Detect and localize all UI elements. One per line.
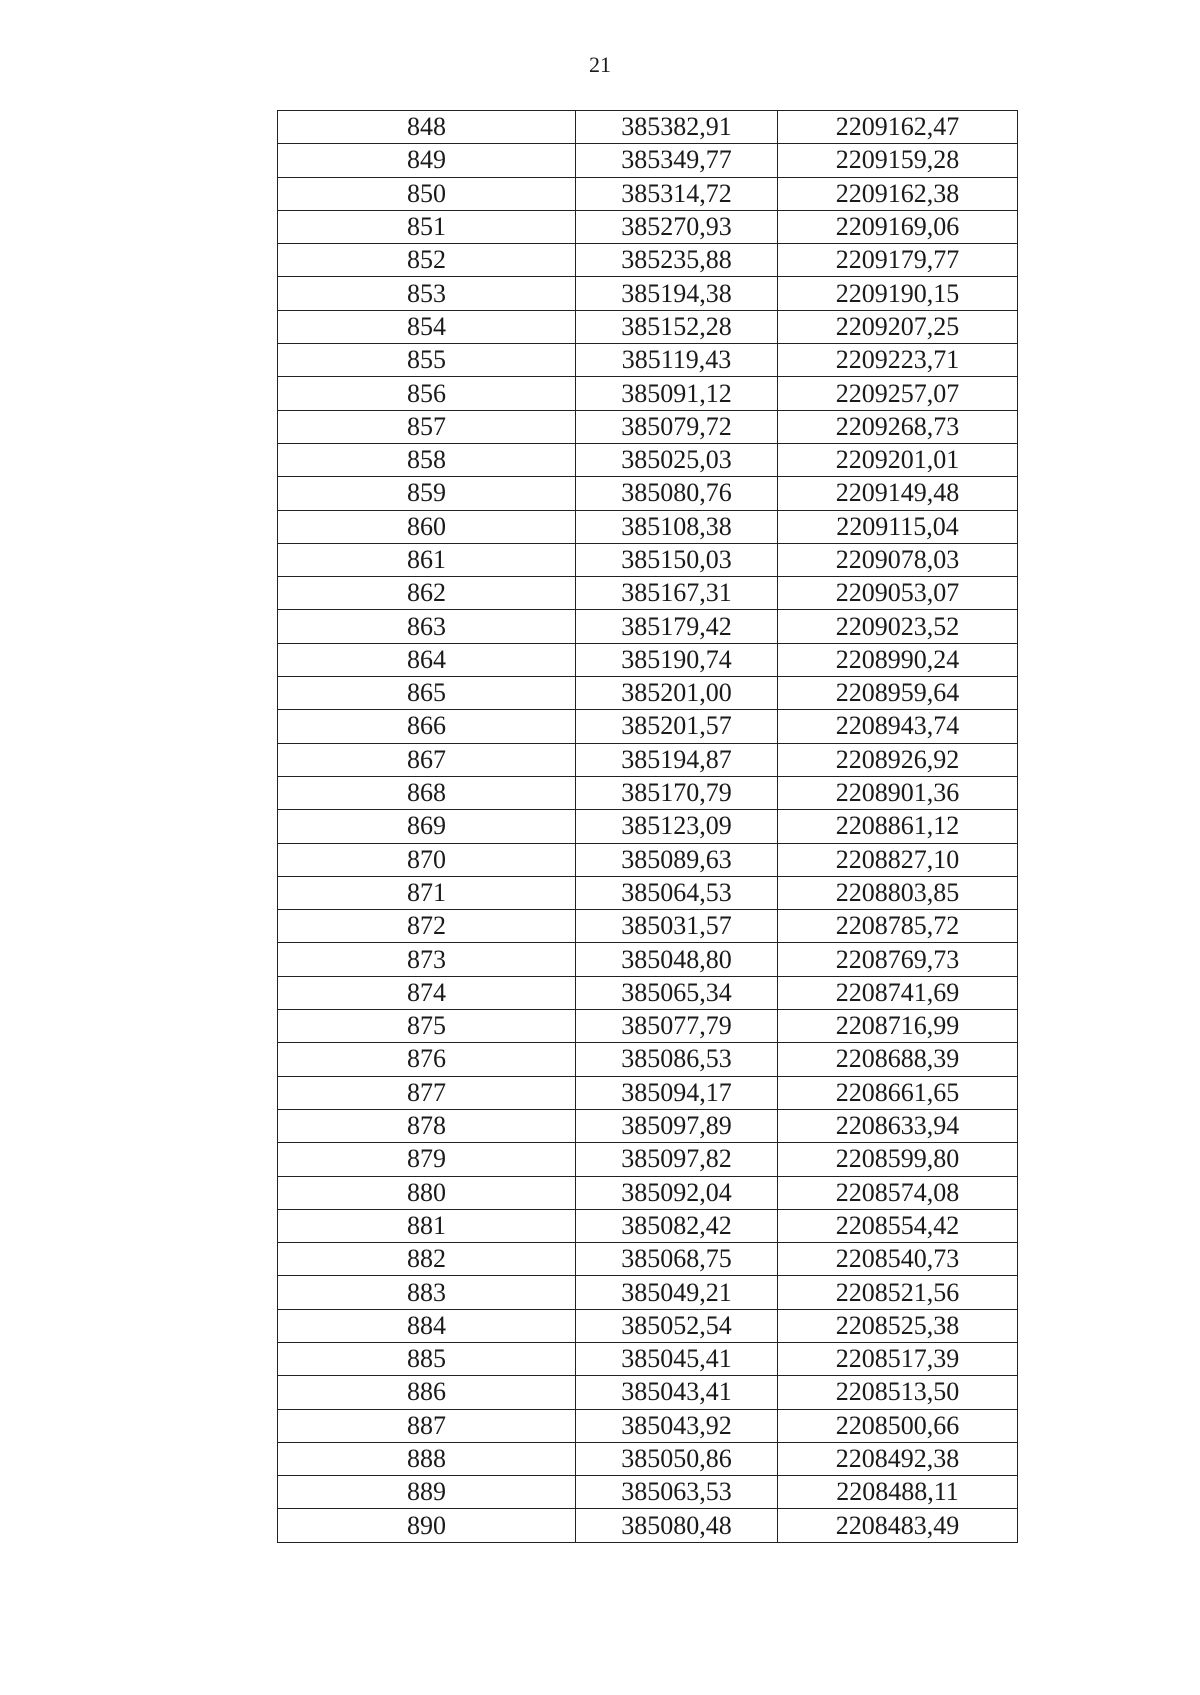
x-coordinate-cell: 385152,28	[576, 310, 778, 343]
point-number-cell: 884	[278, 1309, 576, 1342]
point-number-cell: 858	[278, 443, 576, 476]
y-coordinate-cell: 2208661,65	[778, 1076, 1018, 1109]
point-number-cell: 851	[278, 210, 576, 243]
y-coordinate-cell: 2208716,99	[778, 1010, 1018, 1043]
table-row	[278, 1276, 1018, 1309]
table-row	[278, 1442, 1018, 1475]
table-row	[278, 1309, 1018, 1342]
x-coordinate-cell: 385031,57	[576, 910, 778, 943]
y-coordinate-cell: 2208554,42	[778, 1209, 1018, 1242]
point-number-cell: 873	[278, 943, 576, 976]
y-coordinate-cell: 2208803,85	[778, 876, 1018, 909]
table-row	[278, 743, 1018, 776]
table-row	[278, 1109, 1018, 1142]
y-coordinate-cell: 2208959,64	[778, 677, 1018, 710]
y-coordinate-cell: 2208785,72	[778, 910, 1018, 943]
coordinates-table-body	[278, 111, 1018, 1543]
point-number-cell: 882	[278, 1243, 576, 1276]
x-coordinate-cell: 385089,63	[576, 843, 778, 876]
x-coordinate-cell: 385382,91	[576, 111, 778, 144]
y-coordinate-cell: 2209268,73	[778, 410, 1018, 443]
y-coordinate-cell: 2208517,39	[778, 1342, 1018, 1375]
table-row	[278, 177, 1018, 210]
y-coordinate-cell: 2208943,74	[778, 710, 1018, 743]
x-coordinate-cell: 385068,75	[576, 1243, 778, 1276]
x-coordinate-cell: 385170,79	[576, 776, 778, 809]
y-coordinate-cell: 2208769,73	[778, 943, 1018, 976]
x-coordinate-cell: 385235,88	[576, 244, 778, 277]
y-coordinate-cell: 2208827,10	[778, 843, 1018, 876]
x-coordinate-cell: 385097,82	[576, 1143, 778, 1176]
x-coordinate-cell: 385179,42	[576, 610, 778, 643]
point-number-cell: 856	[278, 377, 576, 410]
point-number-cell: 887	[278, 1409, 576, 1442]
table-row	[278, 976, 1018, 1009]
y-coordinate-cell: 2208926,92	[778, 743, 1018, 776]
table-row	[278, 144, 1018, 177]
point-number-cell: 861	[278, 543, 576, 576]
y-coordinate-cell: 2209169,06	[778, 210, 1018, 243]
x-coordinate-cell: 385082,42	[576, 1209, 778, 1242]
table-row	[278, 1376, 1018, 1409]
table-row	[278, 876, 1018, 909]
y-coordinate-cell: 2209115,04	[778, 510, 1018, 543]
x-coordinate-cell: 385190,74	[576, 643, 778, 676]
x-coordinate-cell: 385094,17	[576, 1076, 778, 1109]
point-number-cell: 868	[278, 776, 576, 809]
point-number-cell: 890	[278, 1509, 576, 1542]
y-coordinate-cell: 2209257,07	[778, 377, 1018, 410]
table-row	[278, 1509, 1018, 1542]
point-number-cell: 885	[278, 1342, 576, 1375]
point-number-cell: 848	[278, 111, 576, 144]
table-row	[278, 1043, 1018, 1076]
point-number-cell: 870	[278, 843, 576, 876]
y-coordinate-cell: 2208488,11	[778, 1476, 1018, 1509]
y-coordinate-cell: 2208574,08	[778, 1176, 1018, 1209]
table-row	[278, 410, 1018, 443]
x-coordinate-cell: 385064,53	[576, 876, 778, 909]
point-number-cell: 864	[278, 643, 576, 676]
y-coordinate-cell: 2209223,71	[778, 344, 1018, 377]
point-number-cell: 874	[278, 976, 576, 1009]
point-number-cell: 865	[278, 677, 576, 710]
y-coordinate-cell: 2209023,52	[778, 610, 1018, 643]
x-coordinate-cell: 385119,43	[576, 344, 778, 377]
table-row	[278, 310, 1018, 343]
table-row	[278, 344, 1018, 377]
y-coordinate-cell: 2208599,80	[778, 1143, 1018, 1176]
point-number-cell: 852	[278, 244, 576, 277]
point-number-cell: 853	[278, 277, 576, 310]
x-coordinate-cell: 385167,31	[576, 577, 778, 610]
y-coordinate-cell: 2208741,69	[778, 976, 1018, 1009]
table-row	[278, 1143, 1018, 1176]
y-coordinate-cell: 2208901,36	[778, 776, 1018, 809]
y-coordinate-cell: 2209053,07	[778, 577, 1018, 610]
y-coordinate-cell: 2208483,49	[778, 1509, 1018, 1542]
y-coordinate-cell: 2209190,15	[778, 277, 1018, 310]
point-number-cell: 886	[278, 1376, 576, 1409]
table-row	[278, 210, 1018, 243]
table-row	[278, 776, 1018, 809]
x-coordinate-cell: 385086,53	[576, 1043, 778, 1076]
table-row	[278, 477, 1018, 510]
point-number-cell: 849	[278, 144, 576, 177]
x-coordinate-cell: 385043,41	[576, 1376, 778, 1409]
y-coordinate-cell: 2209149,48	[778, 477, 1018, 510]
x-coordinate-cell: 385080,76	[576, 477, 778, 510]
x-coordinate-cell: 385092,04	[576, 1176, 778, 1209]
point-number-cell: 871	[278, 876, 576, 909]
point-number-cell: 855	[278, 344, 576, 377]
y-coordinate-cell: 2208861,12	[778, 810, 1018, 843]
point-number-cell: 879	[278, 1143, 576, 1176]
point-number-cell: 880	[278, 1176, 576, 1209]
point-number-cell: 881	[278, 1209, 576, 1242]
point-number-cell: 866	[278, 710, 576, 743]
x-coordinate-cell: 385065,34	[576, 976, 778, 1009]
y-coordinate-cell: 2208633,94	[778, 1109, 1018, 1142]
x-coordinate-cell: 385043,92	[576, 1409, 778, 1442]
point-number-cell: 857	[278, 410, 576, 443]
y-coordinate-cell: 2209179,77	[778, 244, 1018, 277]
y-coordinate-cell: 2209207,25	[778, 310, 1018, 343]
y-coordinate-cell: 2209201,01	[778, 443, 1018, 476]
table-row	[278, 643, 1018, 676]
point-number-cell: 888	[278, 1442, 576, 1475]
x-coordinate-cell: 385050,86	[576, 1442, 778, 1475]
point-number-cell: 862	[278, 577, 576, 610]
x-coordinate-cell: 385123,09	[576, 810, 778, 843]
x-coordinate-cell: 385077,79	[576, 1010, 778, 1043]
x-coordinate-cell: 385049,21	[576, 1276, 778, 1309]
table-row	[278, 710, 1018, 743]
y-coordinate-cell: 2209159,28	[778, 144, 1018, 177]
y-coordinate-cell: 2208492,38	[778, 1442, 1018, 1475]
table-row	[278, 244, 1018, 277]
y-coordinate-cell: 2209078,03	[778, 543, 1018, 576]
point-number-cell: 872	[278, 910, 576, 943]
x-coordinate-cell: 385025,03	[576, 443, 778, 476]
y-coordinate-cell: 2209162,38	[778, 177, 1018, 210]
point-number-cell: 850	[278, 177, 576, 210]
x-coordinate-cell: 385080,48	[576, 1509, 778, 1542]
point-number-cell: 863	[278, 610, 576, 643]
x-coordinate-cell: 385091,12	[576, 377, 778, 410]
x-coordinate-cell: 385314,72	[576, 177, 778, 210]
x-coordinate-cell: 385063,53	[576, 1476, 778, 1509]
x-coordinate-cell: 385150,03	[576, 543, 778, 576]
x-coordinate-cell: 385201,57	[576, 710, 778, 743]
x-coordinate-cell: 385097,89	[576, 1109, 778, 1142]
y-coordinate-cell: 2208525,38	[778, 1309, 1018, 1342]
point-number-cell: 867	[278, 743, 576, 776]
x-coordinate-cell: 385108,38	[576, 510, 778, 543]
table-row	[278, 543, 1018, 576]
table-row	[278, 610, 1018, 643]
table-row	[278, 1342, 1018, 1375]
table-row	[278, 510, 1018, 543]
x-coordinate-cell: 385048,80	[576, 943, 778, 976]
x-coordinate-cell: 385079,72	[576, 410, 778, 443]
page-number: 21	[589, 52, 611, 77]
y-coordinate-cell: 2208540,73	[778, 1243, 1018, 1276]
table-row	[278, 943, 1018, 976]
y-coordinate-cell: 2208521,56	[778, 1276, 1018, 1309]
table-row	[278, 1476, 1018, 1509]
x-coordinate-cell: 385194,38	[576, 277, 778, 310]
x-coordinate-cell: 385270,93	[576, 210, 778, 243]
point-number-cell: 876	[278, 1043, 576, 1076]
table-row	[278, 1409, 1018, 1442]
table-row	[278, 910, 1018, 943]
point-number-cell: 854	[278, 310, 576, 343]
point-number-cell: 878	[278, 1109, 576, 1142]
table-row	[278, 277, 1018, 310]
table-row	[278, 1176, 1018, 1209]
table-row	[278, 1010, 1018, 1043]
table-row	[278, 1243, 1018, 1276]
table-row	[278, 443, 1018, 476]
table-row	[278, 677, 1018, 710]
table-row	[278, 1209, 1018, 1242]
x-coordinate-cell: 385045,41	[576, 1342, 778, 1375]
table-row	[278, 577, 1018, 610]
point-number-cell: 889	[278, 1476, 576, 1509]
table-row	[278, 843, 1018, 876]
y-coordinate-cell: 2208688,39	[778, 1043, 1018, 1076]
table-row	[278, 810, 1018, 843]
y-coordinate-cell: 2208513,50	[778, 1376, 1018, 1409]
table-row	[278, 377, 1018, 410]
point-number-cell: 869	[278, 810, 576, 843]
point-number-cell: 860	[278, 510, 576, 543]
x-coordinate-cell: 385201,00	[576, 677, 778, 710]
point-number-cell: 877	[278, 1076, 576, 1109]
table-row	[278, 1076, 1018, 1109]
point-number-cell: 883	[278, 1276, 576, 1309]
y-coordinate-cell: 2208500,66	[778, 1409, 1018, 1442]
y-coordinate-cell: 2208990,24	[778, 643, 1018, 676]
table-row	[278, 111, 1018, 144]
y-coordinate-cell: 2209162,47	[778, 111, 1018, 144]
x-coordinate-cell: 385052,54	[576, 1309, 778, 1342]
x-coordinate-cell: 385349,77	[576, 144, 778, 177]
x-coordinate-cell: 385194,87	[576, 743, 778, 776]
coordinates-table	[277, 110, 1018, 1543]
point-number-cell: 875	[278, 1010, 576, 1043]
point-number-cell: 859	[278, 477, 576, 510]
